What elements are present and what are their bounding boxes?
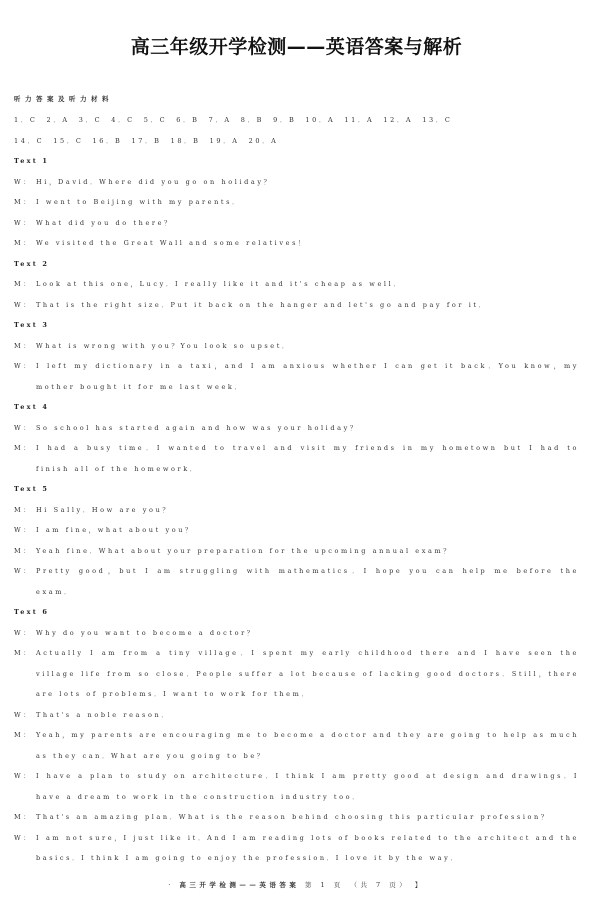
transcript-block (14, 151, 579, 254)
dialogue-line (14, 520, 579, 541)
transcript-block (14, 479, 579, 602)
speaker-label: W： (14, 177, 33, 186)
utterance-text: So school has started again and how was your holiday？ (36, 423, 359, 432)
dialogue-line (14, 438, 579, 479)
transcript-label: Text 4 (14, 403, 50, 411)
dialogue-line (14, 233, 579, 254)
answer-key-line-2: 14．C 15．C 16．B 17．B 18．B 19．A 20．A (14, 136, 279, 145)
dialogue-line (14, 356, 579, 397)
speaker-label: M： (14, 341, 33, 350)
utterance-text: I have a plan to study on architecture．I think I am pretty good at design and drawings．I have a dream to work in the construction industry too． (36, 772, 579, 801)
dialogue-line (14, 500, 579, 521)
utterance-text: Hi，David．Where did you go on holiday？ (36, 177, 273, 186)
dialogue-line (14, 295, 579, 316)
transcript-block (14, 254, 579, 316)
dialogue-line (14, 541, 579, 562)
utterance-text: We visited the Great Wall and some relatives！ (36, 239, 308, 247)
utterance-text: Actually I am from a tiny village．I spent my early childhood there and I have seen the village life from so close．People suffer a lot because of lacking good doctors．Still，there are lots of problems．I want to work for them． (36, 649, 579, 698)
answer-key-line-1: 1．C 2．A 3．C 4．C 5．C 6．B 7．A 8．B 9．B 10．A 11．A 12．A 13．C (14, 116, 453, 124)
utterance-text: I am not sure，I just like it．And I am reading lots of books related to the architect and the basics．I think I am going to enjoy the profession．I love it by the way． (36, 833, 579, 862)
dialogue-line (14, 418, 579, 439)
transcript-label: Text 3 (14, 321, 50, 329)
dialogue-line (14, 192, 579, 213)
utterance-text: What is wrong with you？You look so upset． (36, 341, 292, 350)
speaker-label: W： (14, 423, 33, 432)
dialogue-line (14, 336, 579, 357)
utterance-text: Pretty good，but I am struggling with mathematics．I hope you can help me before the exam． (36, 567, 579, 596)
speaker-label: W： (14, 628, 33, 637)
utterance-text: I am fine，what about you？ (36, 526, 195, 534)
speaker-label: M： (14, 649, 33, 657)
document-body (14, 110, 579, 869)
footer-dot: · (168, 881, 174, 889)
speaker-label: M： (14, 239, 33, 247)
speaker-label: W： (14, 833, 33, 842)
page-title: 高三年级开学检测——英语答案与解析 (130, 36, 463, 58)
speaker-label: W： (14, 567, 33, 575)
utterance-text: Yeah fine．What about your preparation for the upcoming annual exam？ (36, 546, 453, 555)
page-footer (0, 880, 593, 889)
speaker-label: M： (14, 505, 33, 514)
speaker-label: W： (14, 772, 33, 780)
footer-bracket: 】 (414, 881, 425, 889)
speaker-label: W： (14, 710, 33, 719)
speaker-label: M： (14, 198, 33, 206)
section-heading: 听力答案及听力材料 (14, 95, 113, 103)
dialogue-line (14, 643, 579, 705)
dialogue-line (14, 725, 579, 766)
speaker-label: M： (14, 280, 33, 288)
utterance-text: Hi Sally．How are you？ (36, 505, 172, 514)
transcript-label: Text 5 (14, 485, 50, 493)
utterance-text: Look at this one，Lucy．I really like it and it's cheap as well． (36, 280, 403, 288)
utterance-text: What did you do there？ (36, 218, 174, 227)
dialogue-line (14, 807, 579, 828)
transcript-block (14, 315, 579, 397)
speaker-label: W： (14, 526, 33, 534)
listening-transcripts (14, 151, 579, 869)
dialogue-line (14, 213, 579, 234)
utterance-text: That's an amazing plan．What is the reason behind choosing this particular profession？ (36, 813, 550, 821)
transcript-label: Text 6 (14, 608, 50, 616)
dialogue-line (14, 561, 579, 602)
dialogue-line (14, 766, 579, 807)
speaker-label: M： (14, 444, 33, 452)
speaker-label: M： (14, 546, 33, 555)
speaker-label: W： (14, 300, 33, 309)
dialogue-line (14, 828, 579, 869)
footer-page-number: 第 1 页 （共 7 页） (304, 881, 410, 889)
dialogue-line (14, 172, 579, 193)
footer-doc-name: 高三开学检测——英语答案 (179, 881, 300, 889)
utterance-text: That is the right size．Put it back on the hanger and let's go and pay for it． (36, 300, 488, 309)
speaker-label: M： (14, 813, 33, 821)
dialogue-line (14, 705, 579, 726)
transcript-label: Text 2 (14, 259, 50, 268)
transcript-block (14, 602, 579, 869)
speaker-label: M： (14, 731, 33, 739)
transcript-block (14, 397, 579, 479)
utterance-text: Why do you want to become a doctor？ (36, 628, 256, 637)
dialogue-line (14, 274, 579, 295)
dialogue-line (14, 623, 579, 644)
transcript-label: Text 1 (14, 157, 50, 165)
utterance-text: Yeah，my parents are encouraging me to become a doctor and they are going to help as much as they can．What are you going to be？ (36, 731, 579, 760)
utterance-text: I went to Beijing with my parents． (36, 198, 242, 206)
utterance-text: I left my dictionary in a taxi，and I am anxious whether I can get it back．You know，my mother bought it for me last week． (36, 362, 579, 391)
utterance-text: I had a busy time．I wanted to travel and visit my friends in my hometown but I had to finish all of the homework． (36, 444, 579, 473)
utterance-text: That's a noble reason． (36, 710, 171, 719)
speaker-label: W： (14, 362, 33, 370)
speaker-label: W： (14, 218, 33, 227)
